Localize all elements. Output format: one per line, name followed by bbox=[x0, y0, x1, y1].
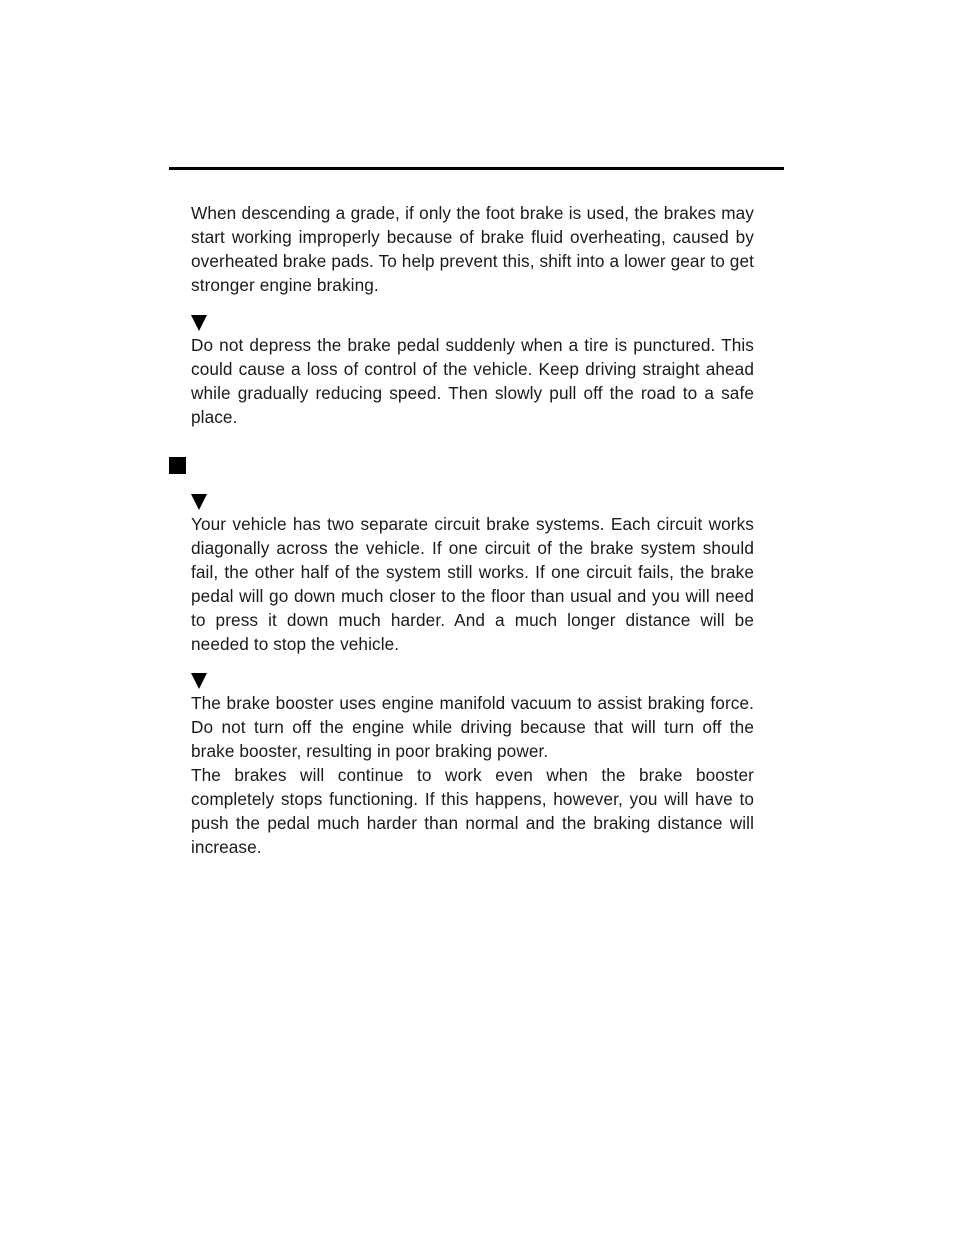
paragraph-descending-grade: When descending a grade, if only the foot brake is used, the brakes may start working improperly because of brake fluid overheating, caused by overheated brake pads. To help prevent this, shift into a lower gear to get stronger engine braking. bbox=[191, 203, 754, 295]
paragraph-dual-circuit: Your vehicle has two separate circuit brake systems. Each circuit works diagonally across the vehicle. If one circuit of the brake system should fail, the other half of the system still works. If one circuit fails, the brake pedal will go down much closer to the floor than usual and you will need to press it down much harder. And a much longer distance will be needed to stop the vehicle. bbox=[191, 514, 754, 654]
paragraph-brake-booster-vacuum: The brake booster uses engine manifold vacuum to assist braking force. Do not turn off the engine while driving because that will turn off the brake booster, resulting in poor braking power. bbox=[191, 693, 754, 761]
triangle-bullet-icon bbox=[191, 494, 207, 510]
section-descending-grade bbox=[191, 201, 754, 297]
header-rule bbox=[169, 167, 784, 170]
section-punctured-tire bbox=[191, 333, 754, 429]
triangle-bullet-icon bbox=[191, 673, 207, 689]
paragraph-brake-booster-failure: The brakes will continue to work even when the brake booster completely stops functioning. If this happens, however, you will have to push the pedal much harder than normal and the braking distance will increase. bbox=[191, 765, 754, 857]
section-marker-square-icon bbox=[169, 457, 186, 474]
section-brake-booster bbox=[191, 691, 754, 859]
section-dual-circuit-brakes bbox=[191, 512, 754, 656]
paragraph-punctured-tire: Do not depress the brake pedal suddenly when a tire is punctured. This could cause a loss of control of the vehicle. Keep driving straight ahead while gradually reducing speed. Then slowly pull off the road to a safe place. bbox=[191, 335, 754, 427]
triangle-bullet-icon bbox=[191, 315, 207, 331]
